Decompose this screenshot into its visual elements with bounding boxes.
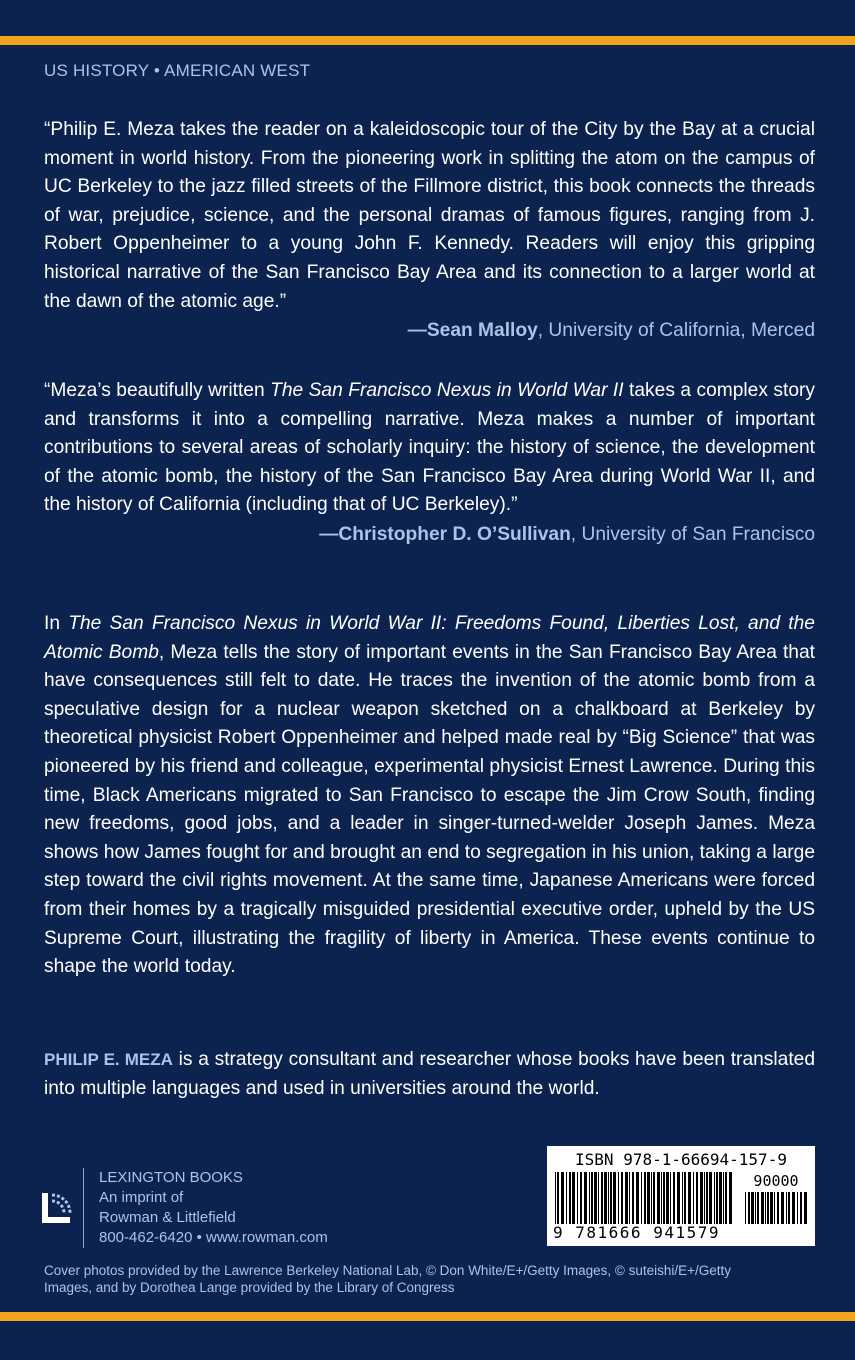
- isbn-label: ISBN 978-1-66694-157-9: [575, 1150, 787, 1169]
- publisher-block: [99, 1168, 328, 1248]
- endorsement-quote-2: “Meza’s beautifully written The San Francisco Nexus in World War II takes a complex story and transforms it into a compelling narrative. Meza makes a number of important contributions to several areas of scholarly inquiry: the history of science, the development of the atomic bomb, the history of the San Francisco Bay Area during World War II, and the history of California (including that of UC Berkeley).”: [44, 380, 815, 516]
- book-full-title-italic: The San Francisco Nexus in World War II: Freedoms Found, Liberties Lost, and the Atomic Bomb: [44, 613, 815, 663]
- category-label: US HISTORY • AMERICAN WEST: [44, 61, 311, 80]
- author-name: PHILIP E. MEZA: [44, 1050, 173, 1069]
- endorser-name-1: —Sean Malloy: [407, 320, 538, 341]
- publisher-name: LEXINGTON BOOKS: [99, 1169, 243, 1186]
- top-accent-stripe: [0, 36, 855, 45]
- publisher-logo-icon: [42, 1193, 72, 1223]
- barcode-bars: [555, 1172, 733, 1224]
- author-bio: PHILIP E. MEZA is a strategy consultant and researcher whose books have been translated into multiple languages and used in universities around the world.: [44, 1049, 815, 1099]
- publisher-imprint-line: An imprint of: [99, 1189, 184, 1206]
- endorsement-quote-1: “Philip E. Meza takes the reader on a kaleidoscopic tour of the City by the Bay at a crucial moment in world history. From the pioneering work in splitting the atom on the campus of UC Berkeley to the jazz filled streets of the Fillmore district, this book connects the threads of war, prejudice, science, and the personal dramas of famous figures, ranging from J. Robert Oppenheimer to a young John F. Kennedy. Readers will enjoy this gripping historical narrative of the San Francisco Bay Area and its connection to a larger world at the dawn of the atomic age.”: [44, 119, 815, 312]
- bottom-accent-stripe: [0, 1312, 855, 1321]
- publisher-parent: Rowman & Littlefield: [99, 1209, 236, 1226]
- endorser-affiliation-1: , University of California, Merced: [537, 320, 815, 341]
- barcode-price-code: 90000: [753, 1172, 799, 1190]
- publisher-divider: [83, 1168, 84, 1248]
- isbn-barcode: [547, 1146, 815, 1246]
- publisher-contact: 800-462-6420 • www.rowman.com: [99, 1229, 328, 1246]
- endorser-name-2: —Christopher D. O’Sullivan: [319, 524, 571, 545]
- photo-credits: Cover photos provided by the Lawrence Berkeley National Lab, © Don White/E+/Getty Images, © suteishi/E+/Getty Images, and by Dorothea Lange provided by the Library of Congress: [44, 1263, 731, 1295]
- endorsement-attribution-2: [319, 524, 815, 546]
- book-description: In The San Francisco Nexus in World War II: Freedoms Found, Liberties Lost, and the Atomic Bomb, Meza tells the story of important events in the San Francisco Bay Area that have consequences still felt to date. He traces the invention of the atomic bomb from a speculative design for a nuclear weapon sketched on a chalkboard at Berkeley by theoretical physicist Robert Oppenheimer and helped made real by “Big Science” that was pioneered by his friend and colleague, experimental physicist Ernest Lawrence. During this time, Black Americans migrated to San Francisco to escape the Jim Crow South, finding new freedoms, good jobs, and a leader in singer-turned-welder Joseph James. Meza shows how James fought for and brought an end to segregation in his union, taking a large step toward the civil rights movement. At the same time, Japanese Americans were forced from their homes by a tragically misguided presidential executive order, upheld by the US Supreme Court, illustrating the fragility of liberty in America. These events continue to shape the world today.: [44, 613, 815, 978]
- book-title-italic: The San Francisco Nexus in World War II: [270, 380, 624, 401]
- endorser-affiliation-2: , University of San Francisco: [570, 524, 815, 545]
- endorsement-attribution-1: [408, 320, 815, 342]
- barcode-digits: 9 781666 941579: [553, 1223, 720, 1242]
- barcode-addon-bars: [745, 1192, 807, 1224]
